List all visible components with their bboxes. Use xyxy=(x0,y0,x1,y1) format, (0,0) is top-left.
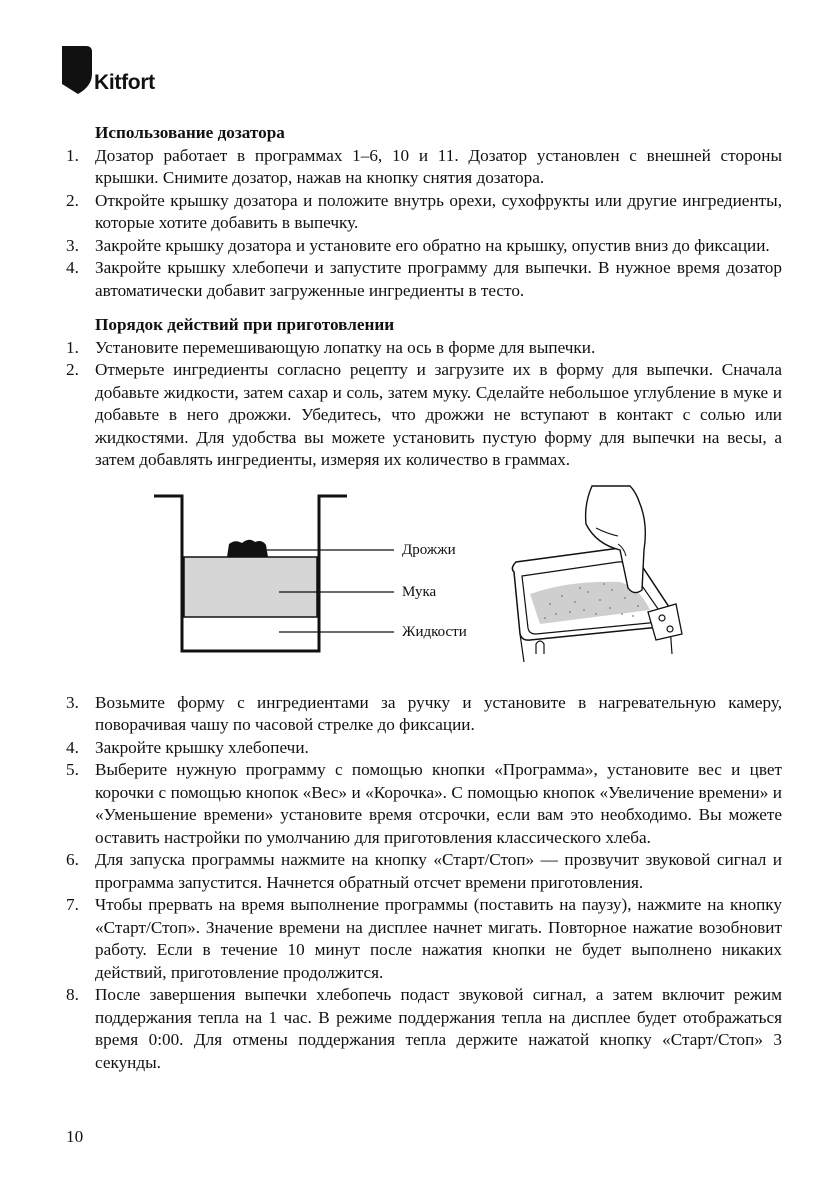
item-text: Чтобы прервать на время выполнение программы (поставить на паузу), нажмите на кнопку «Старт/Стоп». Значение времени на дисплее начнет мигать. Повторное нажатие возобновит работу. Если в течение 10 минут после нажатия кнопки не будет выполнено никаких действий, приготовление продолжится. xyxy=(95,895,782,982)
item-text: Установите перемешивающую лопатку на ось в форме для выпечки. xyxy=(95,337,596,357)
list-item xyxy=(66,849,782,894)
dispenser-steps-list xyxy=(66,145,782,303)
item-text: Закройте крышку хлебопечи. xyxy=(95,737,309,757)
item-number: 5. xyxy=(66,760,79,779)
item-text: Выберите нужную программу с помощью кнопки «Программа», установите вес и цвет корочки с помощью кнопок «Вес» и «Корочка». С помощью кнопок «Увеличение времени» и «Уменьшение времени» установите время отсрочки, если вам это необходимо. Вы можете оставить настройки по умолчанию для приготовления классического хлеба. xyxy=(95,760,782,847)
item-number: 2. xyxy=(66,360,79,379)
section-heading-procedure: Порядок действий при приготовлении xyxy=(95,315,395,334)
item-number: 6. xyxy=(66,850,79,869)
list-item xyxy=(66,359,782,472)
item-number: 1. xyxy=(66,145,79,165)
list-item xyxy=(66,235,782,258)
list-item xyxy=(66,337,782,360)
list-item xyxy=(66,692,782,737)
finger-in-flour-illustration xyxy=(500,484,690,664)
page-number: 10 xyxy=(66,1127,84,1146)
item-text: После завершения выпечки хлебопечь подаст звуковой сигнал, а затем включит режим поддержания тепла на 1 час. В режиме поддержания тепла на дисплее будет отображаться время 0:00. Для отмены поддержания тепла держите нажатой кнопку «Старт/Стоп» 3 секунды. xyxy=(95,985,782,1072)
list-item xyxy=(66,145,782,190)
ingredient-figures xyxy=(66,484,782,684)
label-yeast: Дрожжи xyxy=(402,541,456,558)
item-text: Для запуска программы нажмите на кнопку «Старт/Стоп» — прозвучит звуковой сигнал и программа запустится. Начнется обратный отсчет времени приготовления. xyxy=(95,850,782,892)
list-item xyxy=(66,190,782,235)
item-text: Дозатор работает в программах 1–6, 10 и 11. Дозатор установлен с внешней стороны крышки. Снимите дозатор, нажав на кнопку снятия дозатора. xyxy=(95,145,782,187)
main-content xyxy=(66,122,782,1074)
ingredient-layers-diagram xyxy=(154,484,484,674)
item-number: 3. xyxy=(66,235,79,255)
item-text: Отмерьте ингредиенты согласно рецепту и загрузите их в форму для выпечки. Сначала добавьте жидкости, затем сахар и соль, затем муку. Сделайте небольшое углубление в муке и добавьте в него дрожжи. Убедитесь, что дрожжи не вступают в контакт с солью или жидкостями. Для удобства вы можете установить пустую форму для выпечки на весы, а затем добавлять ингредиенты, измеряя их количество в граммах. xyxy=(95,360,782,469)
section-heading-dispenser: Использование дозатора xyxy=(95,123,285,142)
item-number: 2. xyxy=(66,190,79,210)
item-number: 4. xyxy=(66,258,79,277)
brand-logo xyxy=(62,46,155,94)
brand-name: Kitfort xyxy=(94,71,155,94)
item-text: Закройте крышку хлебопечи и запустите программу для выпечки. В нужное время дозатор автоматически добавит загруженные ингредиенты в тесто. xyxy=(95,258,782,300)
kitfort-logo-icon xyxy=(62,46,92,94)
item-number: 4. xyxy=(66,737,79,757)
list-item xyxy=(66,737,782,760)
list-item xyxy=(66,984,782,1074)
label-liquids: Жидкости xyxy=(402,623,467,640)
item-number: 1. xyxy=(66,337,79,357)
list-item xyxy=(66,894,782,984)
item-text: Откройте крышку дозатора и положите внутрь орехи, сухофрукты или другие ингредиенты, которые хотите добавить в выпечку. xyxy=(95,190,782,232)
procedure-steps-list-continued xyxy=(66,692,782,1075)
list-item xyxy=(66,759,782,849)
item-number: 3. xyxy=(66,692,79,712)
label-flour: Мука xyxy=(402,583,437,600)
item-text: Возьмите форму с ингредиентами за ручку и установите в нагревательную камеру, поворачивая чашу по часовой стрелке до фиксации. xyxy=(95,692,782,734)
item-number: 8. xyxy=(66,985,79,1004)
item-text: Закройте крышку дозатора и установите его обратно на крышку, опустив вниз до фиксации. xyxy=(95,235,770,255)
procedure-steps-list xyxy=(66,337,782,472)
list-item xyxy=(66,257,782,302)
item-number: 7. xyxy=(66,895,79,914)
